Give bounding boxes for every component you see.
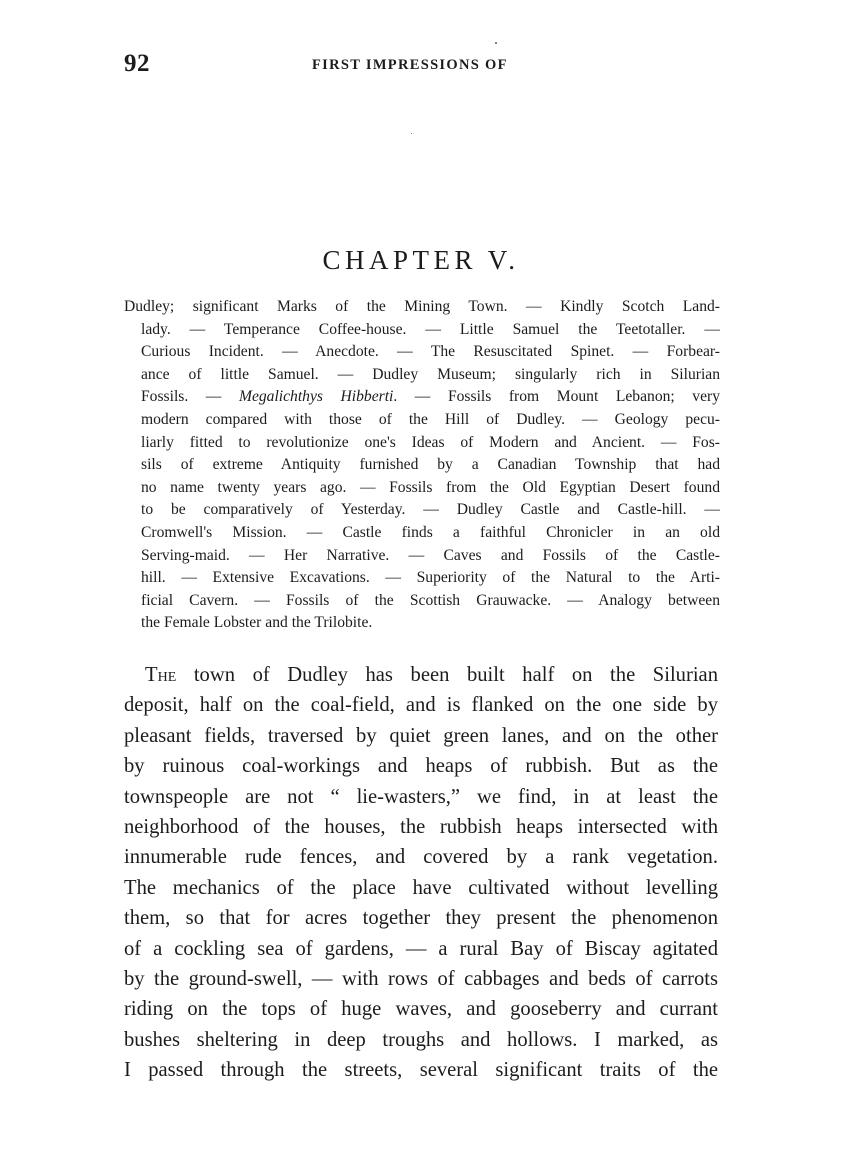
synopsis-line: sils of extreme Antiquity furnished by a Canadian Township that had xyxy=(141,456,720,474)
first-line-text: town of Dudley has been built half on the Silurian xyxy=(176,664,718,686)
body-line-first xyxy=(124,660,718,690)
body-line: neighborhood of the houses, the rubbish heaps intersected with xyxy=(124,815,718,838)
body-line: riding on the tops of huge waves, and gooseberry and currant xyxy=(124,998,718,1021)
body-line: by the ground-swell, — with rows of cabbages and beds of carrots xyxy=(124,967,718,990)
synopsis-line: Serving-maid. — Her Narrative. — Caves and Fossils of the Castle- xyxy=(141,546,720,564)
ink-speck xyxy=(411,133,412,134)
chapter-heading: CHAPTER V. xyxy=(322,245,520,275)
body-paragraph xyxy=(124,660,718,1085)
body-line: townspeople are not “ lie-wasters,” we find, in at least the xyxy=(124,785,718,808)
synopsis-line: to be comparatively of Yesterday. — Dudley Castle and Castle-hill. — xyxy=(141,501,720,519)
body-line: innumerable rude fences, and covered by a rank vegetation. xyxy=(124,846,718,869)
body-line: of a cockling sea of gardens, — a rural Bay of Biscay agitated xyxy=(124,937,718,960)
synopsis-line: ficial Cavern. — Fossils of the Scottish Grauwacke. — Analogy between xyxy=(141,591,720,609)
synopsis-line: Curious Incident. — Anecdote. — The Resuscitated Spinet. — Forbear- xyxy=(141,343,720,361)
chapter-synopsis xyxy=(124,296,720,635)
synopsis-line: Cromwell's Mission. — Castle finds a faithful Chronicler in an old xyxy=(141,523,720,541)
synopsis-line: liarly fitted to revolutionize one's Ideas of Modern and Ancient. — Fos- xyxy=(141,433,720,451)
body-line: I passed through the streets, several significant traits of the xyxy=(124,1059,718,1082)
synopsis-line: lady. — Temperance Coffee-house. — Little Samuel the Teetotaller. — xyxy=(141,320,720,338)
synopsis-line: the Female Lobster and the Trilobite. xyxy=(141,614,373,632)
synopsis-line: hill. — Extensive Excavations. — Superiority of the Natural to the Arti- xyxy=(141,569,720,587)
synopsis-line: Dudley; significant Marks of the Mining Town. — Kindly Scotch Land- xyxy=(124,298,720,315)
body-line: pleasant fields, traversed by quiet green lanes, and on the other xyxy=(124,724,718,747)
running-title: FIRST IMPRESSIONS OF xyxy=(312,57,508,73)
species-name: Megalichthys Hibberti xyxy=(238,388,394,406)
synopsis-line: Fossils. — Megalichthys Hibberti. — Fossils from Mount Lebanon; very xyxy=(141,388,721,406)
lead-word: The xyxy=(145,664,177,686)
body-line: by ruinous coal-workings and heaps of rubbish. But as the xyxy=(124,755,718,778)
body-line: them, so that for acres together they present the phenomenon xyxy=(124,907,718,930)
body-line: The mechanics of the place have cultivated without levelling xyxy=(124,876,718,899)
page-number: 92 xyxy=(124,50,150,77)
running-head xyxy=(124,50,724,80)
synopsis-line: ance of little Samuel. — Dudley Museum; singularly rich in Silurian xyxy=(141,365,720,383)
synopsis-line: modern compared with those of the Hill of Dudley. — Geology pecu- xyxy=(141,410,720,428)
ink-speck xyxy=(495,42,497,44)
body-line: bushes sheltering in deep troughs and hollows. I marked, as xyxy=(124,1028,718,1051)
synopsis-line: no name twenty years ago. — Fossils from the Old Egyptian Desert found xyxy=(141,478,720,496)
body-line: deposit, half on the coal-field, and is flanked on the one side by xyxy=(124,694,718,717)
